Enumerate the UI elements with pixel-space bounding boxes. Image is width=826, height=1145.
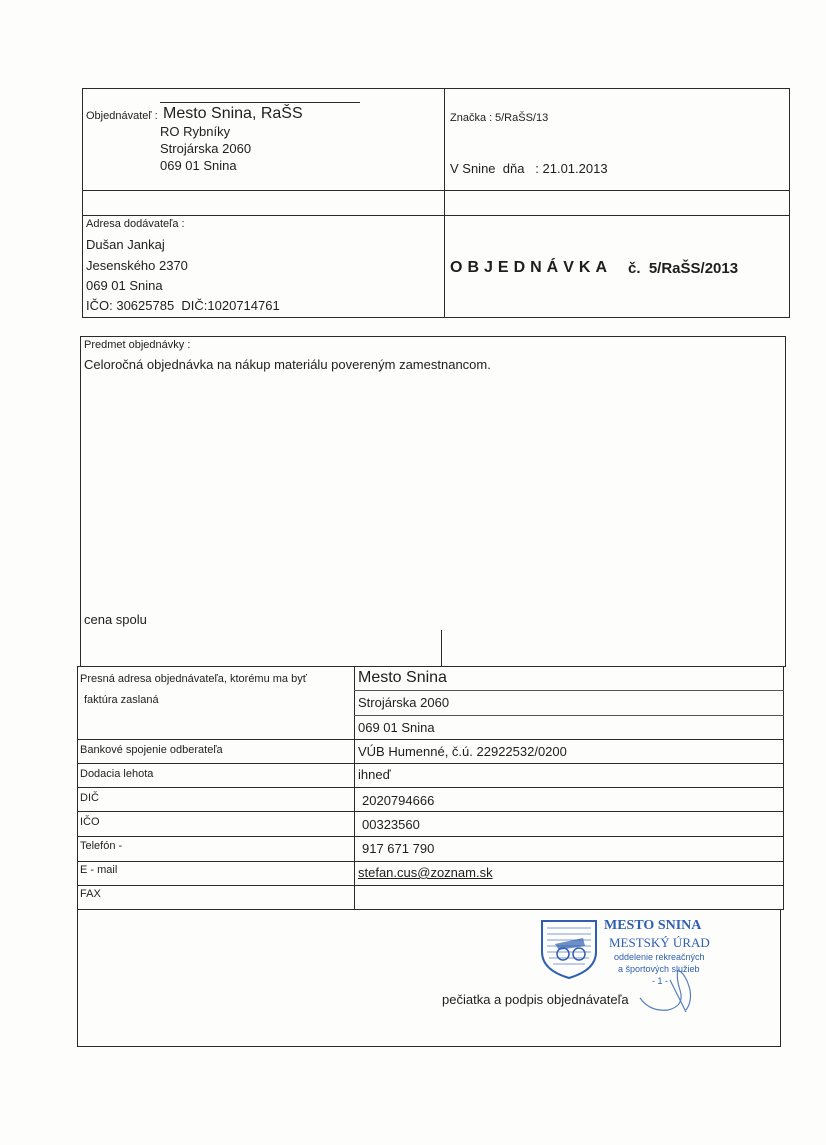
order-title-word: OBJEDNÁVKA [450, 259, 613, 276]
invoice-name: Mesto Snina [358, 669, 447, 686]
details-row-divider [77, 739, 784, 740]
detail-value-phone: 917 671 790 [362, 841, 435, 856]
stamp-line-4: a športových služieb [618, 964, 700, 974]
details-row-divider [77, 885, 784, 886]
subject-text: Celoročná objednávka na nákup materiálu povereným zamestnancom. [84, 357, 491, 372]
signature-label: pečiatka a podpis objednávateľa [442, 992, 629, 1007]
supplier-line-3: 069 01 Snina [86, 278, 163, 293]
invoice-underline [354, 715, 784, 716]
detail-label-bank: Bankové spojenie odberateľa [80, 744, 223, 756]
place-date: V Snine dňa : 21.01.2013 [450, 161, 608, 176]
header-bottom-divider [82, 190, 790, 191]
stamp-line-3: oddelenie rekreačných [614, 952, 705, 962]
order-title-number: č. 5/RaŠS/2013 [628, 260, 739, 277]
supplier-line-2: Jesenského 2370 [86, 258, 188, 273]
detail-value-email[interactable]: stefan.cus@zoznam.sk [358, 865, 493, 880]
stamp-line-1: MESTO SNINA [604, 918, 702, 933]
details-row-divider [77, 836, 784, 837]
detail-label-fax: FAX [80, 888, 101, 900]
coat-of-arms-icon [539, 918, 599, 980]
details-row-divider [77, 811, 784, 812]
orderer-line-1: RO Rybníky [160, 124, 231, 139]
invoice-label-2: faktúra zaslaná [84, 694, 159, 706]
mark-value: 5/RaŠS/13 [495, 112, 549, 124]
invoice-street: Strojárska 2060 [358, 695, 450, 710]
orderer-line-3: 069 01 Snina [160, 158, 237, 173]
details-row-divider [77, 787, 784, 788]
orderer-line-2: Strojárska 2060 [160, 141, 252, 156]
subject-label: Predmet objednávky : [84, 339, 191, 351]
orderer-name: Mesto Snina, RaŠS [163, 105, 303, 122]
supplier-line-1: Dušan Jankaj [86, 237, 165, 252]
orderer-label: Objednávateľ : [86, 110, 158, 122]
detail-value-delivery: ihneď [358, 767, 391, 782]
header-vertical-divider [444, 88, 445, 216]
details-row-divider [77, 861, 784, 862]
subject-total-tick [441, 630, 442, 667]
detail-value-ico: 00323560 [362, 817, 420, 832]
invoice-label-1: Presná adresa objednávateľa, ktorému ma byť [80, 673, 307, 685]
signature-scribble-icon [630, 950, 710, 1020]
invoice-underline [354, 690, 784, 691]
stamp-line-2: MESTSKÝ ÚRAD [609, 935, 710, 950]
detail-label-email: E - mail [80, 864, 118, 876]
detail-label-delivery: Dodacia lehota [80, 768, 154, 780]
stamp-line-5: - 1 - [652, 976, 669, 986]
invoice-city: 069 01 Snina [358, 720, 435, 735]
detail-value-dic: 2020794666 [362, 793, 435, 808]
detail-label-ico: IČO [80, 816, 100, 828]
supplier-vertical-divider [444, 215, 445, 318]
detail-label-phone: Telefón - [80, 840, 123, 852]
total-label: cena spolu [84, 612, 147, 627]
supplier-ids: IČO: 30625785 DIČ:1020714761 [86, 298, 280, 313]
detail-value-bank: VÚB Humenné, č.ú. 22922532/0200 [358, 744, 567, 759]
mark-label: Značka : [450, 112, 493, 124]
subject-box [80, 336, 786, 667]
header-top-underline [160, 102, 360, 103]
supplier-label: Adresa dodávateľa : [86, 218, 185, 230]
detail-label-dic: DIČ [80, 792, 99, 804]
details-row-divider [77, 763, 784, 764]
